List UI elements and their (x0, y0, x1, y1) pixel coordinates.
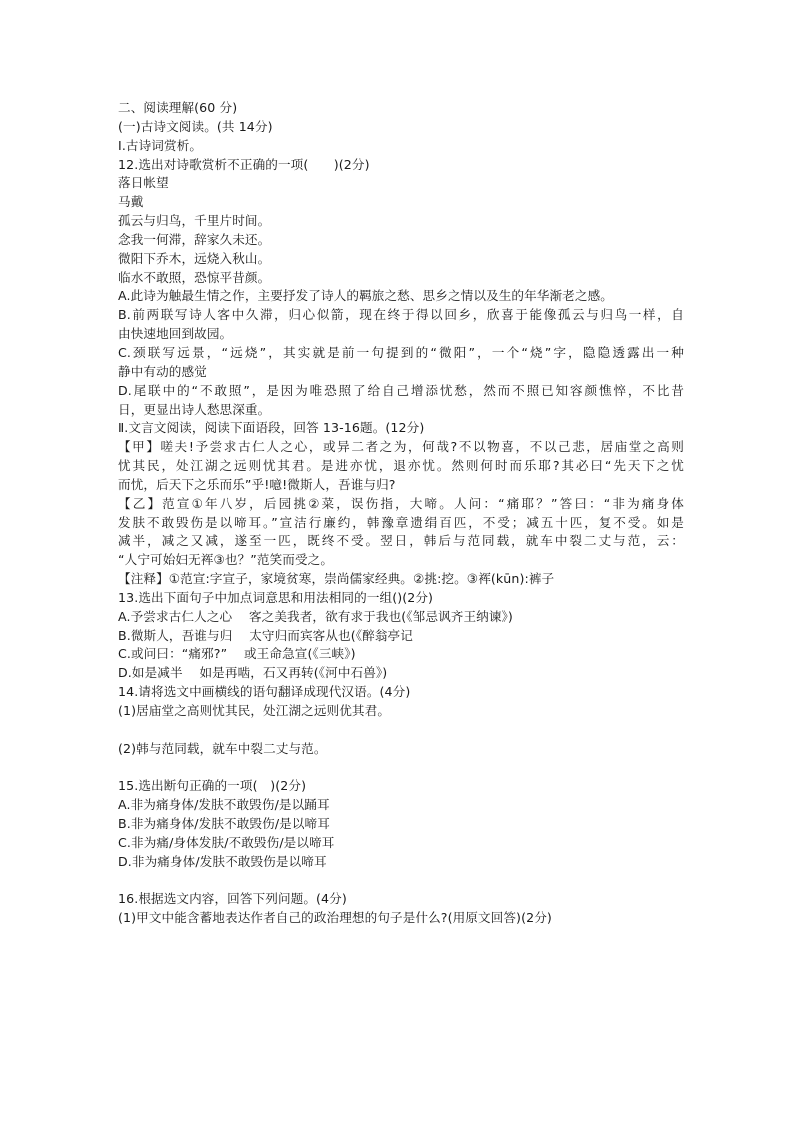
question-15: 15.选出断句正确的一项( )(2分) (118, 778, 307, 794)
poem-title: 落日帐望 (118, 175, 169, 191)
answer-space (118, 759, 684, 778)
question-16-1: (1)甲文中能含蓄地表达作者自己的政治理想的句子是什么?(用原文回答)(2分) (118, 910, 552, 926)
option-15c: C.非为痛/身体发肤/不敢毁伤/是以啼耳 (118, 834, 335, 850)
option-12b-cont: 由快速地回到故园。 (118, 326, 233, 342)
poem-line: 念我一何滞，辞家久未还。 (118, 231, 271, 247)
poem-line: 孤云与归鸟，千里片时间。 (118, 213, 271, 229)
option-12d: D.尾联中的“不敢照”，是因为唯恐照了给自己增添忧愁，然而不照已知容颜憔悴，不比昔 (118, 382, 684, 398)
option-12c: C.颈联写远景，“远烧”，其实就是前一句提到的“微阳”，一个“烧”字，隐隐透露出一种 (118, 344, 684, 360)
answer-space (118, 872, 684, 891)
option-15b: B.非为痛身体/发肤不敢毁伤/是以啼耳 (118, 816, 330, 832)
part-heading-classical: Ⅱ.文言文阅读，阅读下面语段，回答 13-16题。(12分) (118, 420, 425, 436)
option-15d: D.非为痛身体/发肤不敢毁伤是以啼耳 (118, 853, 327, 869)
option-13a: A.予尝求古仁人之心 客之美我者，欲有求于我也(《邹忌讽齐王纳谏》) (118, 608, 513, 624)
passage-yi-cont: “人宁可始妇无裈③也？”范笑而受之。 (118, 552, 334, 568)
poem-line: 临水不敢照，恐惊平昔颜。 (118, 269, 271, 285)
passage-jia: 【甲】嗟夫!予尝求古仁人之心，或异二者之为，何哉?不以物喜，不以己悲，居庙堂之高则 (118, 439, 684, 455)
passage-jia-cont: 而忧，后天下之乐而乐”乎!噫!微斯人，吾谁与归? (118, 476, 396, 492)
question-13: 13.选出下面句子中加点词意思和用法相同的一组()(2分) (118, 589, 434, 605)
document-body (118, 99, 684, 928)
question-14: 14.请将选文中画横线的语句翻译成现代汉语。(4分) (118, 684, 411, 700)
option-15a: A.非为痛身体/发肤不敢毁伤/是以踊耳 (118, 797, 330, 813)
question-14-1: (1)居庙堂之高则忧其民，处江湖之远则优其君。 (118, 703, 391, 718)
option-12c-cont: 静中有动的感觉 (118, 363, 207, 379)
question-16: 16.根据选文内容，回答下列问题。(4分) (118, 891, 347, 907)
answer-space (118, 721, 684, 740)
poem-line: 微阳下乔木，远烧入秋山。 (118, 250, 271, 266)
passage-yi-cont: 减半，减之又减，遂至一匹，既终不受。翌日，韩后与范同载，就车中裂二丈与范，云： (118, 533, 684, 549)
passage-jia-cont: 忧其民，处江湖之远则忧其君。是进亦忧，退亦忧。然则何时而乐耶?其必曰“先天下之忧 (118, 458, 684, 474)
annotation-note: 【注释】①范宣:字宣子，家境贫寒，崇尚儒家经典。②挑:挖。③裈(kūn):裤子 (118, 571, 555, 587)
subsection-heading: (一)古诗文阅读。(共 14分) (118, 118, 273, 134)
passage-yi: 【乙】范宣①年八岁，后园挑②菜，误伤指，大啼。人问：“痛耶？”答曰：“非为痛身体 (118, 495, 684, 511)
option-13d: D.如是减半 如是再啮，石又再转(《河中石兽》) (118, 665, 388, 681)
passage-yi-cont: 发肤不敢毁伤是以啼耳。”宣洁行廉约，韩豫章遗绢百匹，不受；减五十匹，复不受。如是 (118, 514, 684, 530)
poem-author: 马戴 (118, 194, 144, 210)
option-12b: B.前两联写诗人客中久滞，归心似箭，现在终于得以回乡，欣喜于能像孤云与归鸟一样，自 (118, 307, 684, 323)
option-13b: B.微斯人，吾谁与归 太守归而宾客从也(《醉翁亭记 (118, 627, 413, 643)
section-heading: 二、阅读理解(60 分) (118, 100, 238, 115)
question-12: 12.选出对诗歌赏析不正确的一项( )(2分) (118, 156, 370, 172)
option-13c: C.或问曰：“痛邪?” 或王命急宣(《三峡》) (118, 646, 356, 662)
part-heading: I.古诗词赏析。 (118, 137, 203, 153)
option-12d-cont: 日，更显出诗人愁思深重。 (118, 401, 271, 417)
option-12a: A.此诗为触最生情之作，主要抒发了诗人的羁旅之愁、思乡之情以及生的年华渐老之感。 (118, 288, 613, 304)
question-14-2: (2)韩与范同载，就车中裂二丈与范。 (118, 740, 327, 756)
